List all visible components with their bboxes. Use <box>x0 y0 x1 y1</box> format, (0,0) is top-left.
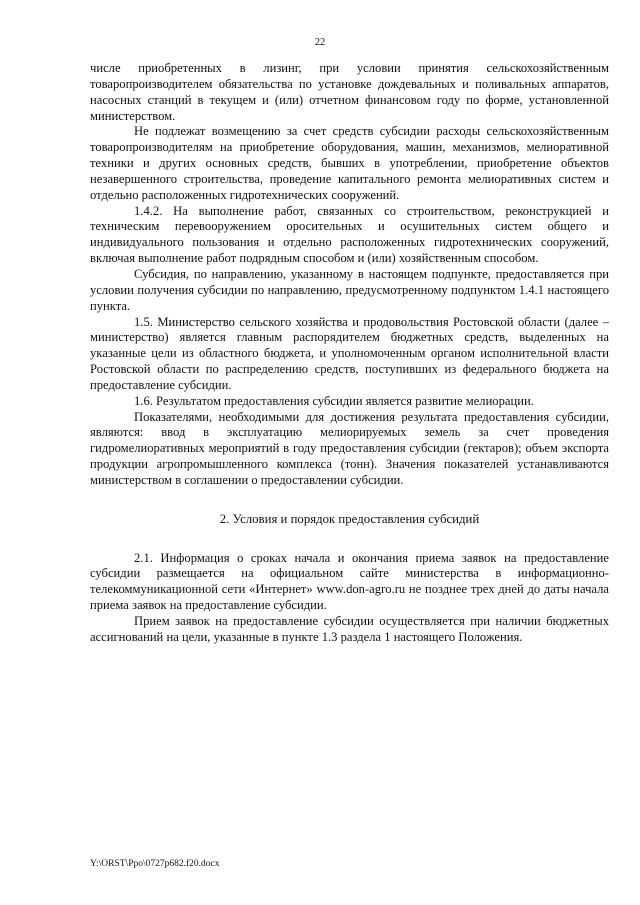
paragraph: 2.1. Информация о сроках начала и окончания приема заявок на предоставление субсидии размещается на официальном сайте министерства в информационно-телекоммуникационной сети «Интернет» www.don-agro.ru не позднее трех дней до даты начала приема заявок на предоставление субсидии. <box>90 550 609 613</box>
file-path-footer: Y:\ORST\Ppo\0727p682.f20.docx <box>90 859 220 869</box>
paragraph: 1.4.2. На выполнение работ, связанных со строительством, реконструкцией и техническим перевооружением оросительных и осушительных систем общего и индивидуального пользования и отдельно расположенных гидротехнических сооружений, включая выполнение работ подрядным способом и (или) хозяйственным способом. <box>90 203 609 266</box>
paragraph: 1.6. Результатом предоставления субсидии является развитие мелиорации. <box>134 393 534 408</box>
paragraph: Прием заявок на предоставление субсидии осуществляется при наличии бюджетных ассигнований на цели, указанные в пункте 1.3 раздела 1 настоящего Положения. <box>90 614 609 644</box>
page-number: 22 <box>314 37 326 48</box>
paragraph: Не подлежат возмещению за счет средств субсидии расходы сельскохозяйственным товаропроизводителям на приобретение оборудования, машин, механизмов, мелиоративной техники и других основных средств, бывших в употреблении, приобретение объектов незавершенного строительства, проведение капитального ремонта мелиоративных систем и отдельно расположенных гидротехнических сооружений. <box>90 124 609 202</box>
paragraph: 1.5. Министерство сельского хозяйства и продовольствия Ростовской области (далее – министерство) является главным распорядителем бюджетных средств, выделенных на указанные цели из областного бюджета, и уполномоченным органом исполнительной власти Ростовской области по распределению средств, поступивших из федерального бюджета на предоставление субсидии. <box>90 314 609 392</box>
section-heading: 2. Условия и порядок предоставления субсидий <box>219 511 480 526</box>
paragraph: Показателями, необходимыми для достижения результата предоставления субсидии, являются: ввод в эксплуатацию мелиорируемых земель за счет проведения гидромелиоративных мероприятий в году предоставления субсидии (гектаров); объем экспорта продукции агропромышленного комплекса (тонн). Значения показателей устанавливаются министерством в соглашении о предоставлении субсидии. <box>90 409 609 487</box>
document-body <box>90 61 609 646</box>
paragraph: Субсидия, по направлению, указанному в настоящем подпункте, предоставляется при условии получения субсидии по направлению, предусмотренному подпунктом 1.4.1 настоящего пункта. <box>90 266 609 313</box>
paragraph: числе приобретенных в лизинг, при условии принятия сельскохозяйственным товаропроизводителем обязательства по установке дождевальных и поливальных аппаратов, насосных станций в текущем и (или) отчетном финансовом году по форме, установленной министерством. <box>90 61 609 123</box>
